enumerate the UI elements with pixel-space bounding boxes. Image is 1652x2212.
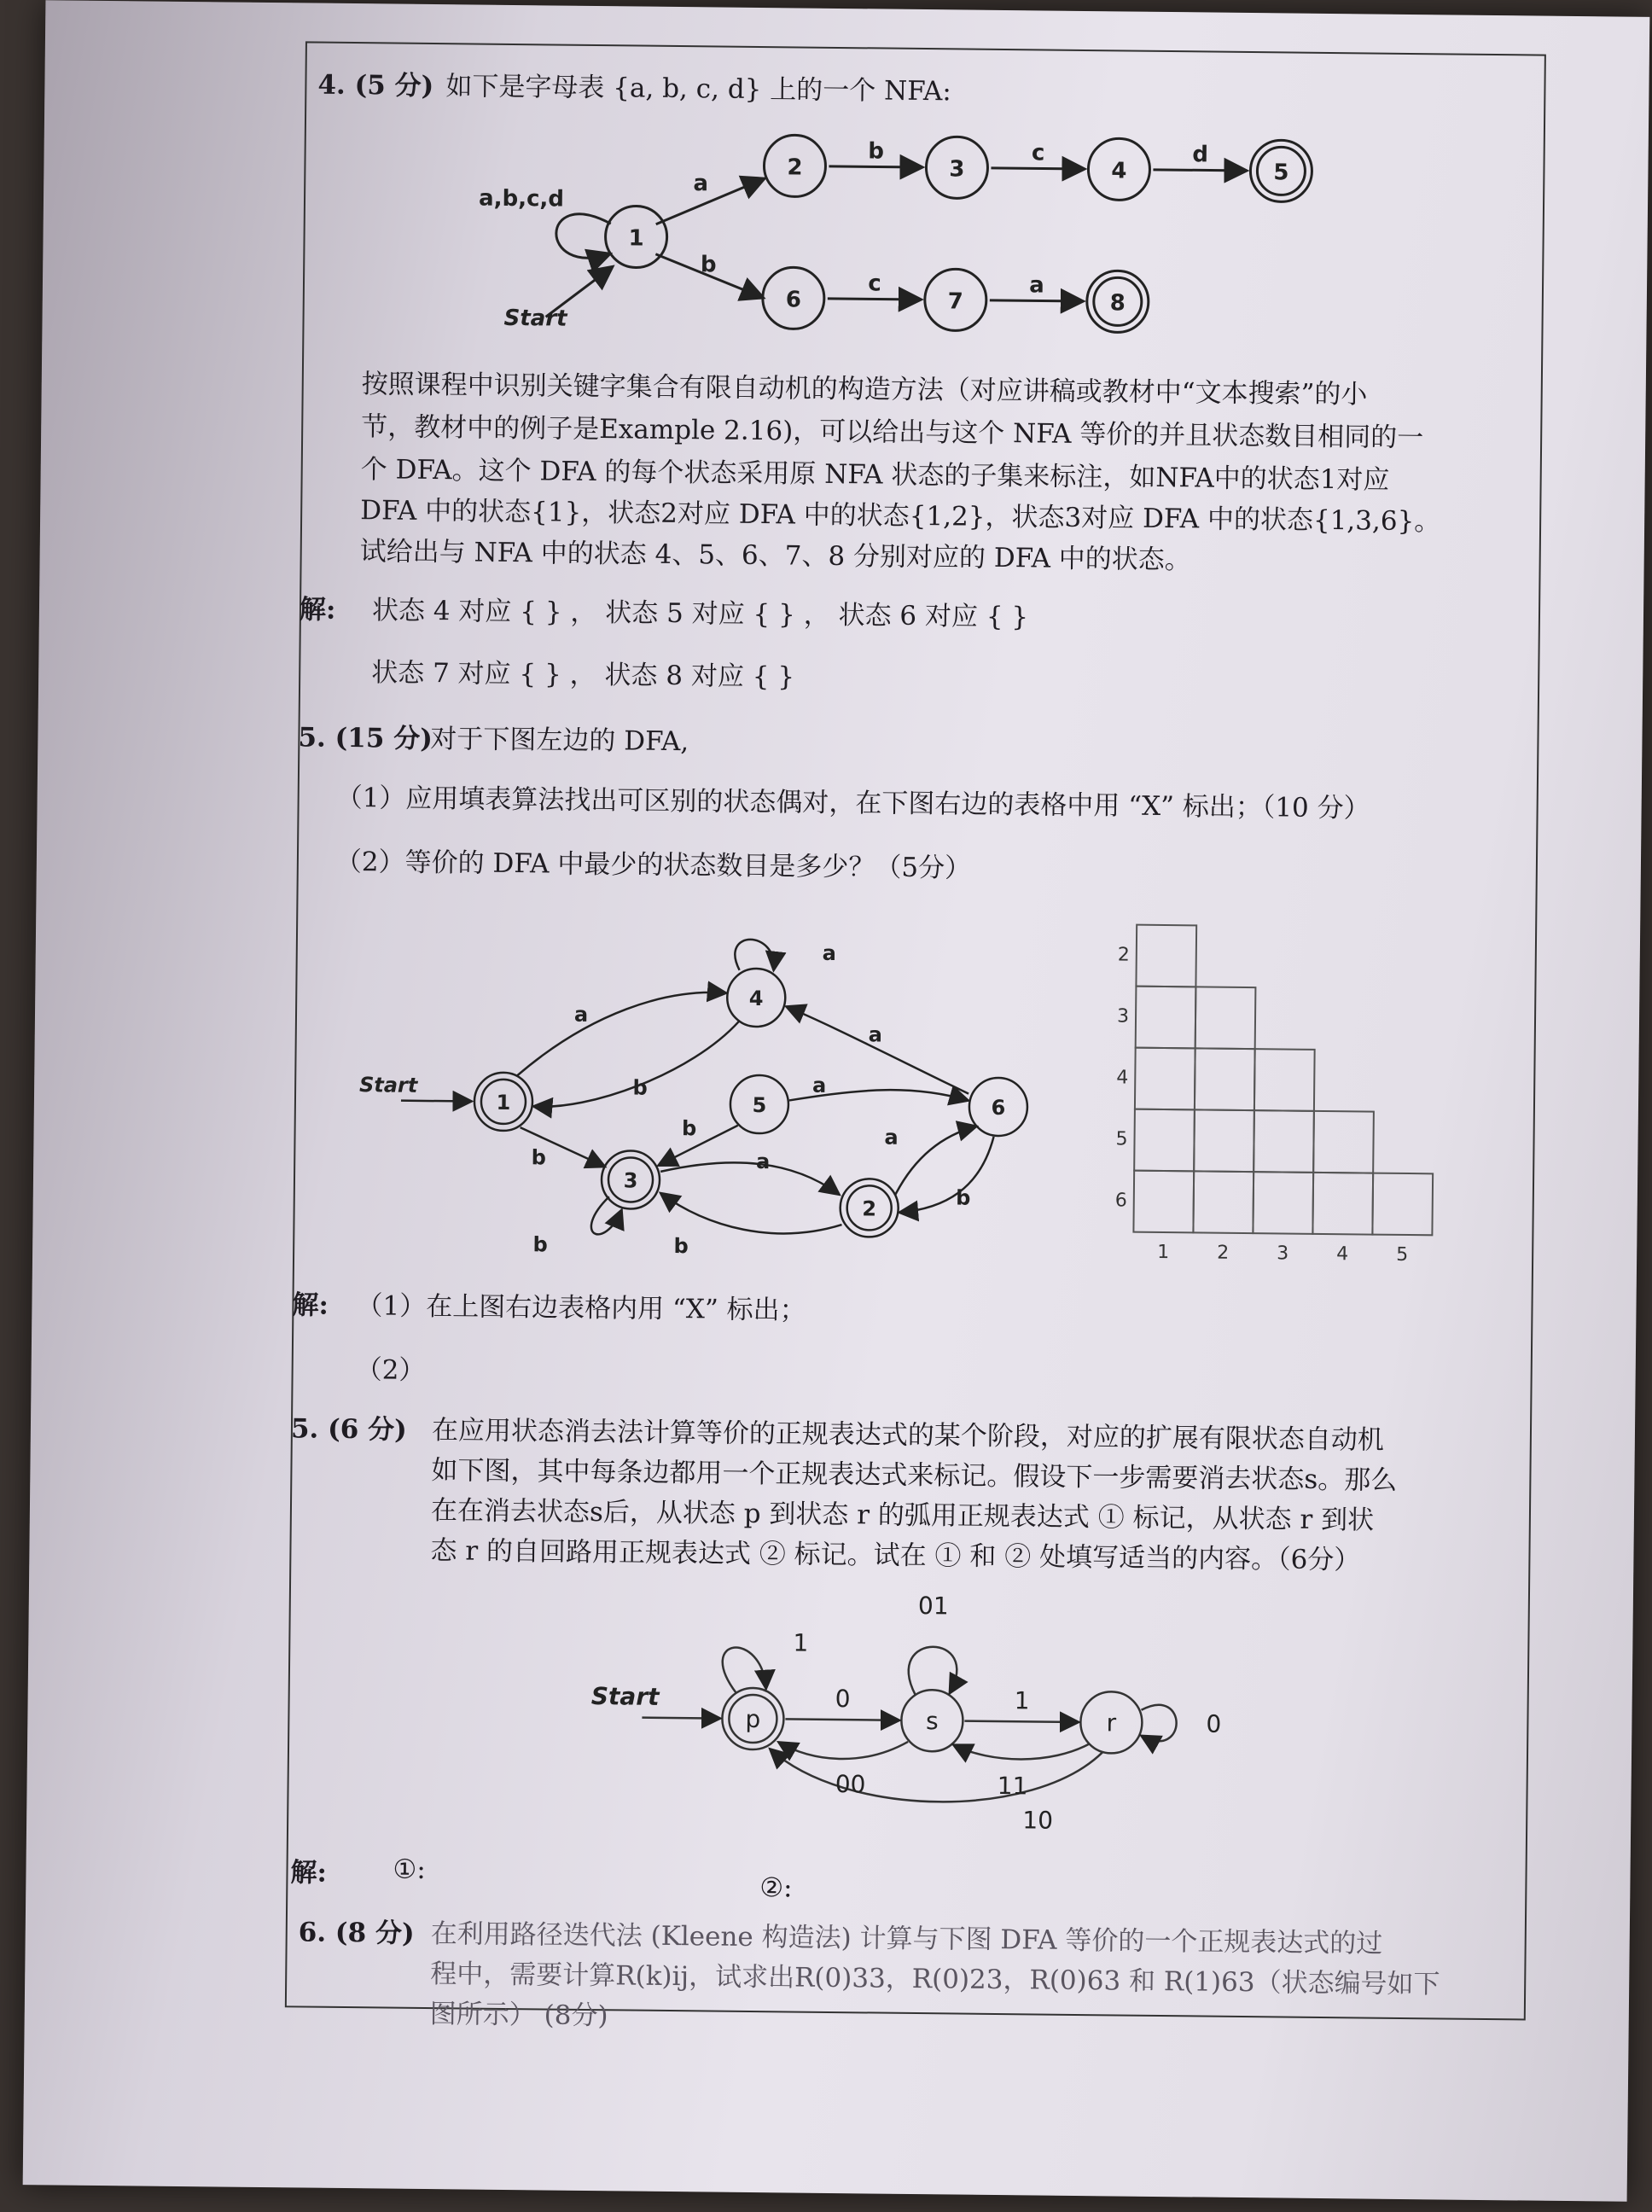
dfa-edge-label: a: [573, 1002, 589, 1027]
q4-intro: 如下是字母表 {a, b, c, d} 上的一个 NFA:: [445, 71, 952, 108]
table-col-label: 1: [1157, 1241, 1170, 1264]
fa-edge-label: 10: [1022, 1806, 1054, 1835]
table-col-label: 3: [1277, 1243, 1289, 1265]
nfa-state-2: 2: [787, 154, 803, 181]
q5a-part1: （1）应用填表算法找出可区别的状态偶对，在下图右边的表格中用 “X” 标出；（10 分）: [335, 782, 1370, 824]
q6-body-line: 图所示） (8分): [429, 1999, 608, 2032]
dfa-state-5: 5: [752, 1092, 767, 1118]
q5b-body-line: 在应用状态消去法计算等价的正规表达式的某个阶段，对应的扩展有限状态自动机: [431, 1415, 1385, 1456]
table-row-label: 3: [1116, 1005, 1130, 1027]
q5a-answer1: （1）在上图右边表格内用 “X” 标出；: [356, 1290, 806, 1326]
q5b-blank-2: ②:: [759, 1872, 793, 1904]
nfa-edge-label: a: [1029, 272, 1044, 299]
fa-state-p: p: [745, 1704, 761, 1734]
dfa-edge-label: a: [811, 1073, 827, 1097]
exam-paper: [23, 0, 1650, 2202]
table-row-label: 2: [1117, 944, 1130, 966]
q4-number: 4. (5 分): [317, 69, 434, 102]
table-col-label: 2: [1217, 1242, 1230, 1264]
dfa-state-4: 4: [748, 986, 764, 1011]
q5a-answer2: （2）: [355, 1354, 426, 1386]
q4-body-line: 按照课程中识别关键字集合有限自动机的构造方法（对应讲稿或教材中“文本搜索”的小: [361, 369, 1368, 410]
fa-edge-label: 00: [835, 1770, 866, 1799]
nfa-state-4: 4: [1111, 158, 1127, 184]
fa-edge-label: 1: [793, 1628, 809, 1657]
fa-start-label: Start: [590, 1682, 660, 1711]
fa-edge-label: 0: [1206, 1709, 1222, 1738]
distinguishability-table: [1091, 916, 1452, 1278]
state-elimination-diagram: [573, 1576, 1275, 1840]
nfa-state-3: 3: [949, 156, 965, 183]
nfa-start-label: Start: [503, 305, 567, 332]
dfa-edge-label: b: [632, 1075, 648, 1100]
table-col-label: 5: [1396, 1243, 1409, 1266]
dfa-edge-label: b: [681, 1116, 697, 1141]
dfa-diagram: [348, 908, 1051, 1274]
nfa-edge-label: b: [868, 138, 885, 165]
q5a-number: 5. (15 分): [298, 722, 433, 755]
q5a-part2: （2）等价的 DFA 中最少的状态数目是多少？（5分）: [334, 846, 972, 884]
q5b-body-line: 态 r 的自回路用正规表达式 ② 标记。试在 ① 和 ② 处填写适当的内容。（6分）: [430, 1535, 1361, 1576]
nfa-self-loop-label: a,b,c,d: [478, 185, 565, 212]
dfa-edge-label: b: [531, 1145, 547, 1170]
q5a-answer-label: 解:: [292, 1289, 329, 1321]
nfa-edge-label: c: [1031, 140, 1045, 166]
fa-state-s: s: [925, 1707, 939, 1736]
nfa-state-8: 8: [1109, 290, 1126, 317]
nfa-edge-label: c: [868, 271, 881, 297]
nfa-edge-label: a: [693, 171, 709, 197]
dfa-state-1: 1: [496, 1090, 511, 1115]
dfa-edge-label: b: [532, 1232, 548, 1257]
q4-body-line: 试给出与 NFA 中的状态 4、5、6、7、8 分别对应的 DFA 中的状态。: [359, 536, 1191, 576]
fa-edge-label: 11: [997, 1772, 1028, 1801]
dfa-edge-label: a: [884, 1125, 899, 1150]
dfa-state-2: 2: [862, 1196, 877, 1221]
nfa-diagram: [468, 124, 1341, 355]
dfa-state-3: 3: [623, 1168, 638, 1193]
dfa-state-6: 6: [991, 1095, 1006, 1121]
q4-body-line: DFA 中的状态{1}，状态2对应 DFA 中的状态{1,2}，状态3对应 DFA 中的状态{1,3,6}。: [360, 495, 1441, 538]
table-col-label: 4: [1336, 1243, 1349, 1266]
q6-body-line: 在利用路径迭代法 (Kleene 构造法) 计算与下图 DFA 等价的一个正规表达式的过: [430, 1918, 1383, 1959]
fa-edge-label: 01: [917, 1592, 949, 1621]
dfa-edge-label: a: [868, 1022, 883, 1047]
fa-state-r: r: [1106, 1708, 1117, 1738]
nfa-state-5: 5: [1273, 160, 1289, 186]
nfa-state-7: 7: [947, 288, 964, 315]
q5b-blank-1: ①:: [393, 1854, 426, 1886]
nfa-state-1: 1: [628, 225, 644, 252]
q6-number: 6. (8 分): [298, 1917, 415, 1949]
q4-answer-line: 状态 7 对应 { } ， 状态 8 对应 { }: [371, 657, 795, 693]
nfa-edge-label: d: [1192, 142, 1209, 168]
dfa-edge-label: b: [956, 1185, 971, 1210]
q5a-intro: 对于下图左边的 DFA,: [430, 723, 689, 758]
table-row-label: 6: [1114, 1190, 1127, 1212]
q5b-number: 5. (6 分): [290, 1413, 407, 1446]
q5b-body-line: 在在消去状态s后，从状态 p 到状态 r 的弧用正规表达式 ① 标记，从状态 r 到状: [430, 1495, 1375, 1536]
dfa-edge-label: a: [822, 940, 837, 965]
q5b-answer-label: 解:: [290, 1857, 328, 1889]
dfa-edge-label: a: [756, 1150, 771, 1174]
table-row-label: 4: [1116, 1067, 1129, 1089]
nfa-state-6: 6: [785, 287, 802, 313]
table-row-label: 5: [1115, 1128, 1128, 1150]
q4-answer-line: 状态 4 对应 { } ， 状态 5 对应 { } ， 状态 6 对应 { }: [371, 595, 1029, 633]
dfa-edge-label: b: [673, 1234, 689, 1259]
q4-answer-label: 解:: [299, 594, 336, 626]
q5b-body-line: 如下图，其中每条边都用一个正规表达式来标记。假设下一步需要消去状态s。那么: [431, 1455, 1398, 1496]
dfa-start-label: Start: [358, 1073, 418, 1097]
q4-body-line: 个 DFA。这个 DFA 的每个状态采用原 NFA 状态的子集来标注，如NFA中的状态1对应: [360, 454, 1390, 496]
nfa-edge-label: b: [700, 252, 717, 278]
q6-body-line: 程中，需要计算R(k)ij，试求出R(0)33，R(0)23，R(0)63 和 R(1)63（状态编号如下: [430, 1959, 1440, 2000]
q4-body-line: 节，教材中的例子是Example 2.16)，可以给出与这个 NFA 等价的并且状态数目相同的一: [361, 411, 1424, 454]
fa-edge-label: 0: [835, 1685, 851, 1714]
fa-edge-label: 1: [1014, 1686, 1030, 1715]
